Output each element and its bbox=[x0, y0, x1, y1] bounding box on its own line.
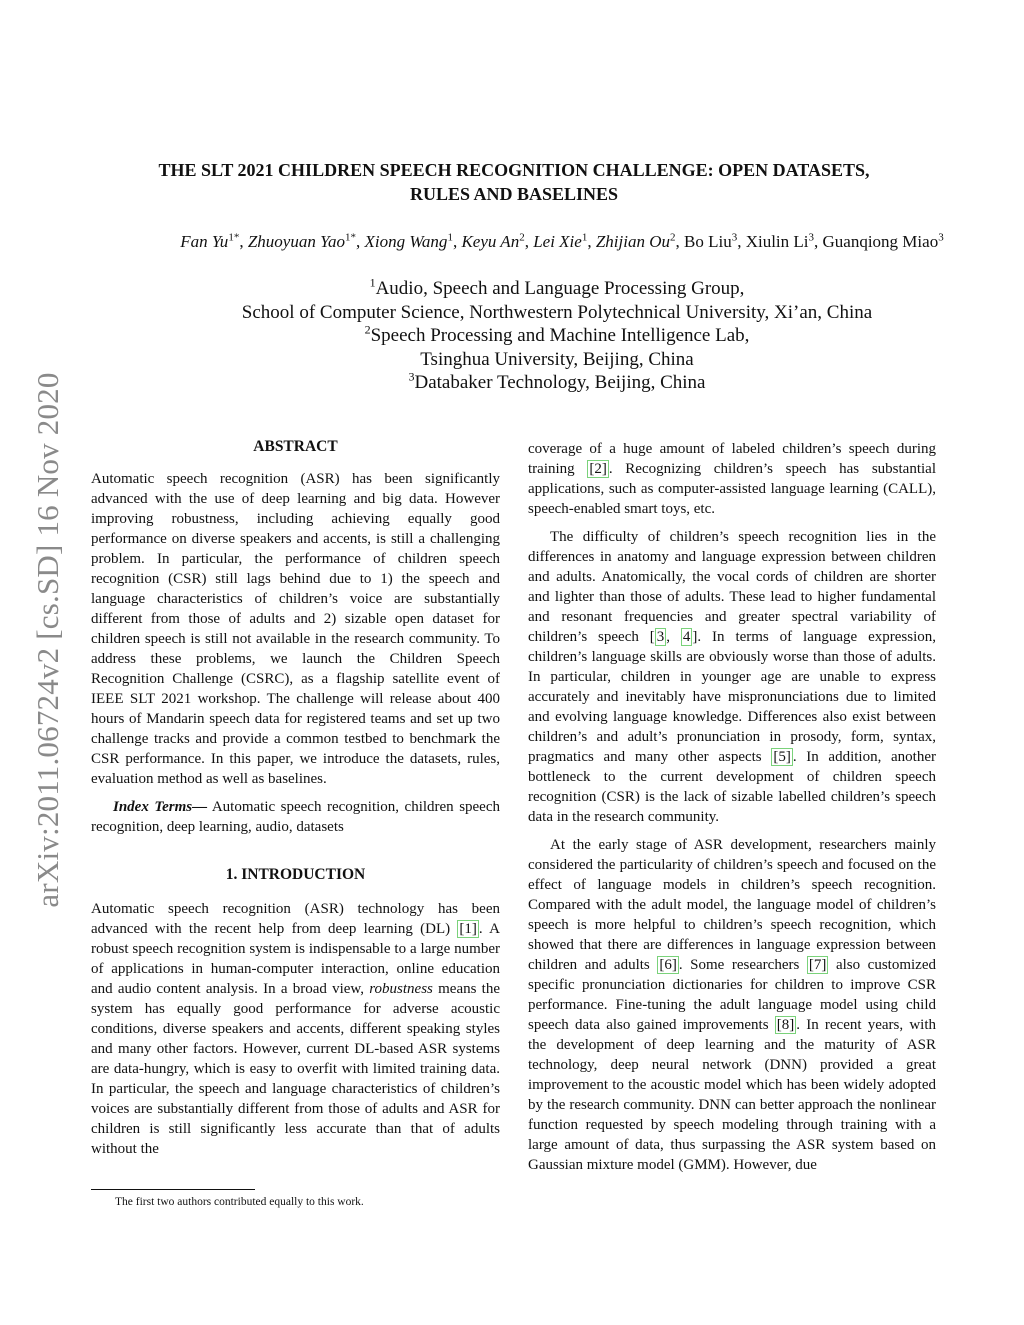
right-p3-text-b: . Some researchers bbox=[678, 957, 807, 973]
affiliation-1-text: Audio, Speech and Language Processing Group, bbox=[375, 278, 745, 299]
right-p2-text-a: The difficulty of children’s speech recognition lies in the differences in anatomy and language expression between children and adults. Anatomically, the vocal cords of children are shorter and lighter than those of adults. These lead to higher fundamental and resonant frequencies and greater spectral variability of children’s speech [ bbox=[528, 529, 936, 645]
paper-title bbox=[100, 158, 928, 206]
right-paragraph-1 bbox=[528, 439, 936, 519]
author-affiliation-sup: 2 bbox=[670, 231, 676, 244]
affiliation-2-line-2: Tsinghua University, Beijing, China bbox=[420, 348, 694, 370]
author-name: Zhuoyuan Yao bbox=[247, 232, 345, 251]
affiliation-3-text: Databaker Technology, Beijing, China bbox=[414, 372, 706, 393]
affiliation-2-line-1 bbox=[100, 324, 1014, 348]
author-name: Keyu An bbox=[461, 232, 520, 251]
citation-link-1[interactable]: [1] bbox=[459, 921, 477, 937]
author bbox=[364, 232, 452, 251]
author-affiliation-sup: 1 bbox=[581, 231, 588, 244]
author bbox=[746, 232, 814, 251]
author-affiliation-sup: 3 bbox=[938, 231, 944, 244]
citation-link-8[interactable]: [8] bbox=[776, 1017, 795, 1033]
citation-link-4[interactable]: 4 bbox=[682, 629, 691, 645]
author-affiliation-sup: 3 bbox=[808, 231, 815, 244]
citation-link-5[interactable]: [5] bbox=[773, 749, 791, 765]
index-terms bbox=[91, 797, 500, 837]
affiliation-3-line-1 bbox=[100, 371, 1014, 395]
right-p2-separator: , bbox=[666, 629, 681, 645]
right-p2-text-b: ]. In terms of language expression, children’s language skills are obviously worse than those of adults. In particular, children in younger age are unable to express accurately and inevitably have mispronunciations due to limited and evolving language knowledge. Differences also exist between children’s and adult’s pronunciation in prosody, form, syntax, pragmatics and many other aspects bbox=[528, 629, 936, 765]
affiliation-1-line-2: School of Computer Science, Northwestern Polytechnical University, Xi’an, China bbox=[241, 301, 873, 323]
right-p3-text-a: At the early stage of ASR development, researchers mainly considered the particularity of children’s speech and focused on the effect of language models in children’s speech recognition. Compared with the adult model, the language model of children’s speech is more helpful to children’s speech recognition, which showed that there are differences in language expression between children and adults bbox=[528, 837, 936, 973]
intro-p1-text-b: . A robust speech recognition system is indispensable to a large number of applications in human-computer interaction, online education and audio content analysis. In a broad view, bbox=[91, 921, 500, 997]
affiliation-1-line-1 bbox=[100, 277, 1014, 301]
author bbox=[533, 232, 587, 251]
author-affiliation-sup: 3 bbox=[731, 231, 738, 244]
author-affiliation-sup: 1 bbox=[447, 231, 453, 244]
abstract-text: Automatic speech recognition (ASR) has been significantly advanced with the use of deep learning and big data. However improving robustness, including achieving equally good performance on diverse speakers and accents, is still a challenging problem. In particular, the performance of children speech recognition (CSR) still lags behind due to 1) the speech and language characteristics of children’s voice are substantially different from those of adults and 2) sizable open dataset for children speech is still not available in the research community. To address these problems, we launch the Children Speech Recognition Challenge (CSRC), as a flagship satellite event of IEEE SLT 2021 workshop. The challenge will release about 400 hours of Mandarin speech data for registered teams and set up two challenge tracks and provide a common testbed to benchmark the CSR performance. In this paper, we introduce the datasets, rules, evaluation method as well as baselines. bbox=[91, 471, 500, 787]
intro-p1-text-c: means the system has equally good performance for adverse acoustic conditions, diverse speakers and accents, different speaking styles and many other factors. However, current DL-based ASR systems are data-hungry, which is easy to overfit with limited training data. In particular, the speech and language characteristics of children’s voices are substantially different from those of adults and ASR for children is still significantly less accurate than that of adults without the bbox=[91, 981, 500, 1157]
footnote-divider bbox=[91, 1189, 255, 1190]
author-list: Fan $Yu^{1*}$, Zhuoyuan Yao$^{1*}$, Xiong Wang$^1$, Keyu An$^2$, Lei Xie$^1$, Zhijian Ou$^2$, Bo Liu$^3$, Xiulin Li$^3$, Guanqiong Miao$^3$ bbox=[180, 231, 944, 251]
citation-link-7[interactable]: [7] bbox=[808, 957, 827, 973]
author bbox=[596, 232, 676, 251]
author bbox=[823, 232, 944, 251]
affiliation-1-sup: 1 bbox=[369, 275, 376, 290]
intro-p1-emphasis: robustness bbox=[369, 981, 433, 997]
index-terms-text: Automatic speech recognition, children speech recognition, deep learning, audio, datasets bbox=[91, 799, 500, 835]
author-affiliation-sup: 1* bbox=[228, 231, 240, 244]
right-p2-text-c: . In addition, another bottleneck to the current development of children speech recognition (CSR) is the lack of sizable labelled children’s speech data in the research community. bbox=[528, 749, 936, 825]
affiliation-2-text: Speech Processing and Machine Intelligence Lab, bbox=[370, 325, 750, 346]
author-name: Xiong Wang bbox=[364, 232, 448, 251]
author-name: Fan Yu bbox=[180, 232, 229, 251]
right-column bbox=[528, 439, 936, 1175]
arxiv-identifier: arXiv:2011.06724v2 [cs.SD] 16 Nov 2020 bbox=[30, 372, 65, 908]
author bbox=[684, 232, 737, 251]
citation-link-3[interactable]: 3 bbox=[656, 629, 665, 645]
author-affiliation-sup: 2 bbox=[519, 231, 525, 244]
footnote: The first two authors contributed equally to this work. bbox=[115, 1196, 364, 1208]
author bbox=[248, 232, 356, 251]
index-terms-label: Index Terms— bbox=[113, 799, 208, 815]
citation-link-6[interactable]: [6] bbox=[659, 957, 677, 973]
author bbox=[180, 232, 239, 251]
intro-p1-text-a: Automatic speech recognition (ASR) technology has been advanced with the recent help from deep learning (DL) bbox=[91, 901, 500, 937]
abstract-heading: ABSTRACT bbox=[253, 438, 338, 455]
title-line-1: THE SLT 2021 CHILDREN SPEECH RECOGNITION CHALLENGE: OPEN DATASETS, bbox=[158, 160, 870, 180]
author-name: Zhijian Ou bbox=[595, 232, 670, 251]
right-p1-text-b: . Recognizing children’s speech has substantial applications, such as computer-assisted language learning (CALL), speech-enabled smart toys, etc. bbox=[528, 461, 937, 517]
right-paragraph-3 bbox=[528, 835, 936, 1175]
arxiv-sidebar bbox=[26, 330, 70, 950]
intro-paragraph-1 bbox=[91, 899, 500, 1159]
right-p3-text-d: . In recent years, with the development of deep learning and the maturity of ASR technology, deep neural network (DNN) provided a great improvement to the acoustic model which has been widely adopted by the research community. DNN can better approach the nonlinear function requested by speech modeling through training with a large amount of data, thus surpassing the ASR system based on Gaussian mixture model (GMM). However, due bbox=[528, 1017, 936, 1173]
author-affiliation-sup: 1* bbox=[344, 231, 356, 244]
author-name: Guanqiong Miao bbox=[822, 232, 939, 251]
introduction-heading: 1. INTRODUCTION bbox=[225, 866, 366, 883]
affiliation-2-sup: 2 bbox=[364, 322, 371, 337]
citation-link-2[interactable]: [2] bbox=[589, 461, 607, 477]
right-paragraph-2 bbox=[528, 527, 936, 827]
right-p1-text-a: coverage of a huge amount of labeled children’s speech during training bbox=[528, 441, 936, 477]
title-line-2: RULES AND BASELINES bbox=[409, 184, 619, 204]
author-name: Lei Xie bbox=[533, 232, 582, 251]
author-name: Bo Liu bbox=[684, 232, 732, 251]
left-column bbox=[91, 437, 500, 1159]
author bbox=[461, 232, 524, 251]
affiliation-3-sup: 3 bbox=[408, 369, 415, 384]
affiliations bbox=[100, 277, 1014, 395]
author-name: Xiulin Li bbox=[745, 232, 809, 251]
right-p3-text-c: also customized specific pronunciation dictionaries for children to improve CSR performance. Fine-tuning the adult language model using child speech data also gained improvements bbox=[528, 957, 936, 1033]
